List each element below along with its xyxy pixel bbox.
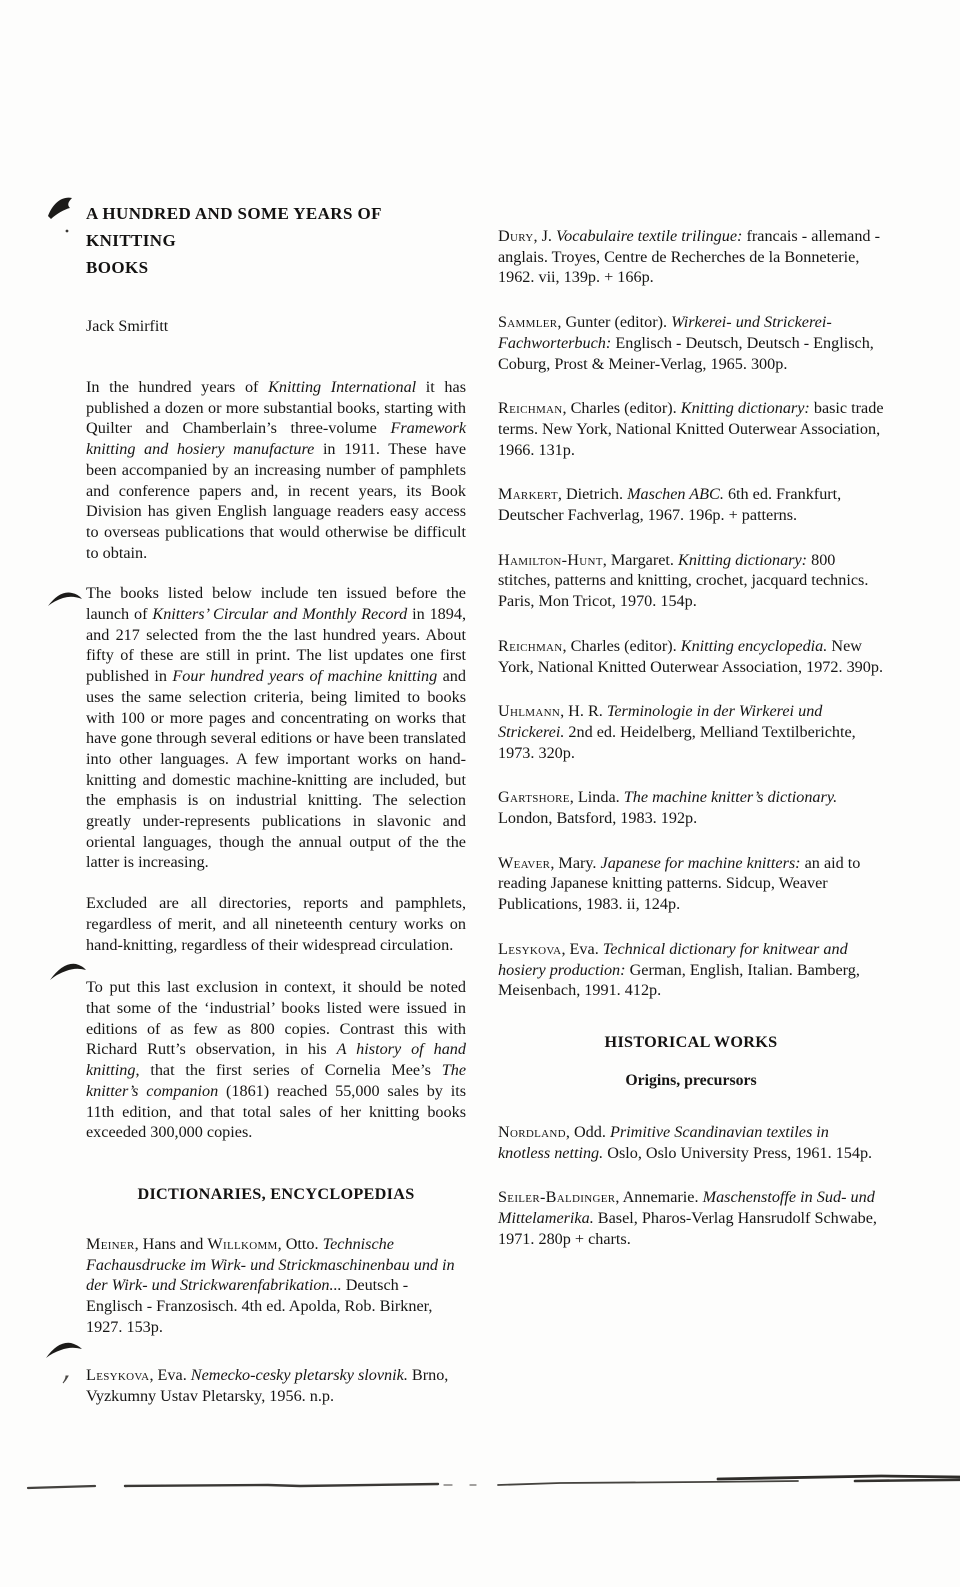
intro-paragraph <box>86 583 466 873</box>
work-title: Maschenstoffe in Sud- und Mittelamerika. <box>498 1188 875 1228</box>
author-surname: Hamilton-Hunt <box>498 550 603 569</box>
dictionaries-entries-right <box>498 226 884 1001</box>
work-title: Terminologie in der Wirkerei und Strickerei. <box>498 702 823 741</box>
entry-text: in 1894, and 217 selected from the the last hundred years. About fifty of these are still in print. The list updates one first published in <box>86 605 467 686</box>
author-surname: Sammler <box>498 313 558 332</box>
work-title: Knitting International <box>268 378 417 396</box>
author-surname: Reichman <box>498 399 563 418</box>
entry-text: , Linda. <box>569 788 624 807</box>
entry-text: , Hans and <box>134 1234 208 1253</box>
entry-text: , Odd. <box>565 1122 610 1141</box>
entry-text: it has published a dozen or more substantial books, starting with Quilter and Chamberlain’s three-volume <box>86 378 467 438</box>
work-title: Technical dictionary for knitwear and hosiery production: <box>498 939 848 979</box>
entry-text: , Otto. <box>277 1234 323 1253</box>
work-title: Vocabulaire textile trilingue: <box>556 227 743 245</box>
pen-arc-mark <box>48 958 90 988</box>
author-surname: Willkomm <box>207 1234 278 1253</box>
work-title: Maschen ABC. <box>627 485 724 504</box>
work-title: Knitters’ Circular and Monthly Record <box>152 605 408 624</box>
pen-arc-mark-with-comma <box>44 1338 88 1388</box>
author-surname: Lesykova <box>498 939 562 958</box>
entry-text: Brno, Vyzkumny Ustav Pletarsky, 1956. n.p. <box>86 1366 449 1406</box>
author-surname: Gartshore <box>498 788 570 807</box>
entry-text: and uses the same selection criteria, being limited to books with 100 or more pages and concentrating on works that have gone through several editions or have been translated into other languages. A few important works on hand-knitting and domestic machine-knitting are included, but the emphasis is on industrial knitting. The selection greatly under-represents publications in slavonic and oriental languages, though the annual output of the the latter is increasing. <box>86 667 466 872</box>
entry-text: Deutsch - Englisch - Franzosisch. 4th ed. Apolda, Rob. Birkner, 1927. 153p. <box>86 1276 433 1336</box>
work-title: Four hundred years of machine knitting <box>172 667 438 686</box>
bibliography-entry <box>498 1122 884 1163</box>
entry-text: francais - allemand - anglais. Troyes, Centre de Recherches de la Bonneterie, 1962. vii, 139p. + 166p. <box>498 227 880 287</box>
entry-text: , Annemarie. <box>615 1188 703 1207</box>
work-title: Nemecko-cesky pletarsky slovnik. <box>190 1366 408 1385</box>
bibliography-entry <box>498 550 884 612</box>
entry-text: an aid to reading Japanese knitting patterns. Sidcup, Weaver Publications, 1983. ii, 124p. <box>498 853 861 914</box>
author-surname: Lesykova <box>86 1366 150 1385</box>
work-title: Primitive Scandinavian textiles in knotless netting. <box>498 1122 829 1162</box>
bottom-broken-rule <box>0 1466 960 1506</box>
author-surname: Weaver <box>498 853 551 872</box>
bibliography-entry <box>86 1234 466 1338</box>
entry-text: in 1911. These have been accompanied by an increasing number of pamphlets and conference papers and, in recent years, its Book Division has given English language readers easy access to overseas publications that would otherwise be difficult to obtain. <box>86 440 466 562</box>
entry-text: , Charles (editor). <box>562 636 681 655</box>
right-column <box>498 226 884 1250</box>
entry-text: , H. R. <box>560 702 607 721</box>
work-title: The knitter’s companion <box>86 1061 466 1100</box>
entry-text: Excluded are all directories, reports and pamphlets, regardless of merit, and all nineteenth century works on hand-knitting, regardless of their widespread circulation. <box>86 894 466 954</box>
author-surname: Reichman <box>498 636 563 655</box>
entry-text: To put this last exclusion in context, it should be noted that some of the ‘industrial’ books listed were issued in editions of as few as 800 copies. Contrast this with Richard Rutt’s observation, in his <box>86 978 466 1059</box>
entry-text: , J. <box>533 227 557 245</box>
pen-arc-mark <box>46 586 86 614</box>
entry-text: basic trade terms. New York, National Knitted Outerwear Association, 1966. 131p. <box>498 399 884 459</box>
work-title: Knitting dictionary: <box>680 399 810 418</box>
entry-text: In the hundred years of <box>86 378 269 396</box>
entry-text: , Margaret. <box>602 550 679 569</box>
bibliography-entry <box>498 312 884 374</box>
intro-paragraph <box>86 377 466 563</box>
author-surname: Markert <box>498 485 558 504</box>
entry-text: , Gunter (editor). <box>557 313 672 332</box>
entry-text: , Charles (editor). <box>562 399 681 418</box>
author-surname: Meiner <box>86 1234 135 1253</box>
bibliography-entry <box>498 226 884 288</box>
entry-text: Basel, Pharos-Verlag Hansrudolf Schwabe, 1971. 280p + charts. <box>498 1209 877 1248</box>
bibliography-entry <box>498 1187 884 1249</box>
author-surname: Uhlmann <box>498 702 561 721</box>
bibliography-entry <box>498 398 884 460</box>
work-title: Knitting dictionary: <box>678 550 808 569</box>
entry-text: 800 stitches, patterns and knitting, crochet, jacquard technics. Paris, Mon Tricot, 1970. 154p. <box>498 550 869 611</box>
bibliography-entry <box>498 484 884 525</box>
bibliography-entry <box>498 701 884 763</box>
bibliography-entry <box>498 787 884 828</box>
section-heading-historical: HISTORICAL WORKS <box>604 1032 778 1051</box>
entry-text: 2nd ed. Heidelberg, Melliand Textilberichte, 1973. 320p. <box>498 722 856 762</box>
work-title: A history of hand knitting <box>86 1040 466 1080</box>
entry-text: , that the first series of Cornelia Mee’s <box>135 1061 442 1080</box>
work-title: Wirkerei- und Strickerei-Fachworterbuch: <box>498 313 832 352</box>
entry-text: The books listed below include ten issued before the launch of <box>86 584 466 624</box>
entry-text: Oslo, Oslo University Press, 1961. 154p. <box>603 1143 873 1162</box>
intro-paragraph <box>86 977 466 1143</box>
entry-text: , Mary. <box>550 853 601 872</box>
work-title: Japanese for machine knitters: <box>600 853 801 872</box>
bibliography-entry <box>498 636 884 677</box>
subsection-heading-origins: Origins, precursors <box>625 1071 757 1089</box>
author-surname: Dury <box>498 227 534 245</box>
left-column <box>86 200 466 1407</box>
entry-text: German, English, Italian. Bamberg, Meisenbach, 1991. 412p. <box>498 960 860 1000</box>
entry-text: 6th ed. Frankfurt, Deutscher Fachverlag, 1967. 196p. + patterns. <box>498 485 842 525</box>
section-heading-dictionaries: DICTIONARIES, ENCYCLOPEDIAS <box>137 1184 415 1203</box>
dictionaries-entries-left <box>86 1234 466 1407</box>
page-title <box>86 200 466 281</box>
page-title-line-1: A HUNDRED AND SOME YEARS OF KNITTING <box>86 204 382 250</box>
work-title: The machine knitter’s dictionary. <box>623 788 838 807</box>
entry-text: London, Batsford, 1983. 192p. <box>498 809 698 828</box>
bibliography-entry <box>86 1365 466 1406</box>
work-title: Framework knitting and hosiery manufacture <box>86 419 466 459</box>
intro-paragraphs <box>86 377 466 1143</box>
author-surname: Seiler-Baldinger <box>498 1188 616 1207</box>
entry-text: , Eva. <box>561 939 603 958</box>
entry-text: , Dietrich. <box>557 485 628 504</box>
bibliography-entry <box>498 853 884 915</box>
entry-text: (1861) reached 55,000 sales by its 11th edition, and that total sales of her knitting books exceeded 300,000 copies. <box>86 1081 466 1142</box>
author-byline: Jack Smirfitt <box>86 318 169 335</box>
entry-text: New York, National Knitted Outerwear Association, 1972. 390p. <box>498 636 884 676</box>
historical-entries <box>498 1122 884 1250</box>
work-title: Technische Fachausdrucke im Wirk- und Strickmaschinenbau und in der Wirk- und Strickwarenfabrikation... <box>86 1234 455 1295</box>
author-surname: Nordland <box>498 1122 566 1141</box>
entry-text: Englisch - Deutsch, Deutsch - Englisch, Coburg, Prost & Meiner-Verlag, 1965. 300p. <box>498 333 874 373</box>
bibliography-entry <box>498 939 884 1001</box>
entry-text: , Eva. <box>149 1366 191 1385</box>
intro-paragraph <box>86 893 466 955</box>
work-title: Knitting encyclopedia. <box>680 636 828 655</box>
page-title-line-2: BOOKS <box>86 258 149 277</box>
